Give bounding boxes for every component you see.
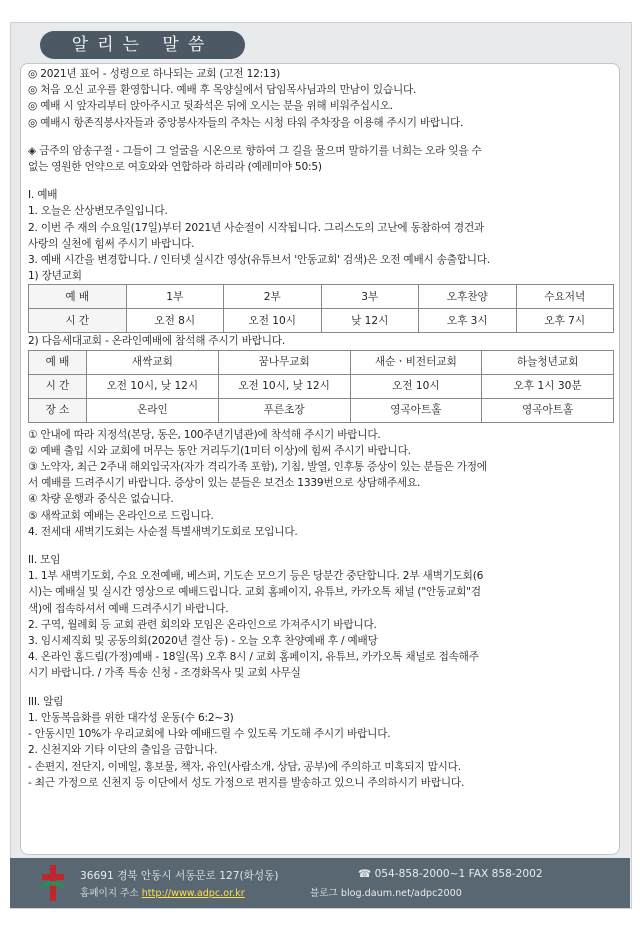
table-cell: 낮 12시: [321, 309, 419, 333]
table-row: [29, 398, 614, 422]
meeting-item: 시기 바랍니다. / 가족 특송 신청 - 조경화목사 및 교회 사무실: [28, 667, 301, 680]
meeting-item: 4. 온라인 홈드림(가정)예배 - 18일(목) 오후 8시 / 교회 홈페이지, 유튜브, 카카오톡 채널로 접속해주: [28, 651, 479, 664]
table-cell: 꿈나무교회: [218, 350, 350, 374]
table-cell: 푸른초장: [218, 398, 350, 422]
meeting-item: 시)는 예배실 및 실시간 영상으로 예배드립니다. 교회 홈페이지, 유튜브, 카카오톡 채널 ("안동교회"검: [28, 586, 481, 599]
footer-blog: [310, 885, 462, 899]
notice-item: ⑤ 새싹교회 예배는 온라인으로 드립니다.: [28, 509, 214, 522]
verse-line: 없는 영원한 언약으로 여호와와 연합하라 하리라 (예레미야 50:5): [28, 161, 322, 174]
homepage-label: 홈페이지 주소: [80, 888, 139, 899]
table-cell: 예 배: [29, 285, 127, 309]
table-cell: 오전 10시: [350, 374, 482, 398]
notice-item: - 최근 가정으로 신천지 등 이단에서 성도 가정으로 편지를 발송하고 있으니 주의하시기 바랍니다.: [28, 776, 465, 789]
table-row: [29, 350, 614, 374]
table-cell: 예 배: [29, 350, 87, 374]
worship-item: 1) 장년교회: [28, 270, 82, 283]
section-heading-meeting: II. 모임: [28, 554, 61, 567]
section-heading-worship: I. 예배: [28, 189, 58, 202]
notice-item: ④ 차량 운행과 중식은 없습니다.: [28, 493, 174, 506]
worship-item: 2) 다음세대교회 - 온라인예배에 참석해 주시기 바랍니다.: [28, 335, 286, 348]
table-cell: 영곡아트홀: [482, 398, 614, 422]
table-cell: 새순ㆍ비전터교회: [350, 350, 482, 374]
adult-worship-table: [28, 284, 614, 333]
worship-item: 1. 오늘은 산상변모주일입니다.: [28, 205, 168, 218]
notice-item: 서 예배를 드려주시기 바랍니다. 증상이 있는 분들은 보건소 1339번으로 상담해주세요.: [28, 477, 421, 490]
table-cell: 오후 1시 30분: [482, 374, 614, 398]
intro-line: ◎ 예배 시 앞자리부터 앉아주시고 뒷좌석은 뒤에 오시는 분을 위해 비워주십시오.: [28, 100, 393, 113]
notice-item: - 안동시민 10%가 우리교회에 나와 예배드릴 수 있도록 기도해 주시기 바랍니다.: [28, 728, 391, 741]
intro-line: ◎ 2021년 표어 - 성령으로 하나되는 교회 (고전 12:13): [28, 68, 281, 80]
table-cell: 장 소: [29, 398, 87, 422]
notice-item: 1. 안동복음화를 위한 대각성 운동(수 6:2~3): [28, 711, 234, 724]
table-cell: 오후 3시: [419, 309, 517, 333]
meeting-item: 3. 임시제직회 및 공동의회(2020년 결산 등) - 오늘 오후 찬양예배 후 / 예배당: [28, 635, 378, 648]
notice-item: ② 예배 출입 시와 교회에 머무는 동안 거리두기(1미터 이상)에 힘써 주시기 바랍니다.: [28, 444, 411, 457]
table-cell: 2부: [224, 285, 322, 309]
announcement-panel: [20, 63, 620, 855]
blog-link[interactable]: blog.daum.net/adpc2000: [340, 888, 462, 899]
worship-item: 3. 예배 시간을 변경합니다. / 인터넷 실시간 영상(유튜브서 '안동교회' 검색)은 오전 예배시 송출합니다.: [28, 254, 491, 267]
table-cell: 3부: [321, 285, 419, 309]
church-cross-logo-icon: [38, 863, 68, 903]
blog-label: 블로그: [310, 888, 338, 899]
table-cell: 오전 8시: [126, 309, 224, 333]
meeting-item: 2. 구역, 월례회 등 교회 관련 회의와 모임은 온라인으로 가져주시기 바랍니다.: [28, 618, 377, 631]
table-cell: 새싹교회: [87, 350, 219, 374]
table-cell: 오전 10시, 낮 12시: [218, 374, 350, 398]
table-cell: 오전 10시, 낮 12시: [87, 374, 219, 398]
table-cell: 수요저녁: [516, 285, 614, 309]
table-cell: 시 간: [29, 374, 87, 398]
footer-address: 36691 경북 안동시 서동문로 127(화성동): [80, 870, 279, 882]
table-cell: 오후찬양: [419, 285, 517, 309]
meeting-item: 1. 1부 새벽기도회, 수요 오전예배, 베스퍼, 기도손 모으기 등은 당분간 중단합니다. 2부 새벽기도회(6: [28, 570, 484, 583]
table-row: [29, 285, 614, 309]
footer: [10, 858, 630, 908]
worship-item: 사랑의 실천에 힘써 주시기 바랍니다.: [28, 237, 195, 250]
table-cell: 하늘청년교회: [482, 350, 614, 374]
verse-line: ◈ 금주의 암송구절 - 그들이 그 얼굴을 시온으로 향하여 그 길을 물으며 말하기를 너희는 오라 잊을 수: [28, 144, 482, 157]
intro-line: ◎ 예배시 항존직봉사자들과 중앙봉사자들의 주차는 시청 타워 주차장을 이용해 주시기 바랍니다.: [28, 116, 464, 129]
table-row: [29, 309, 614, 333]
meeting-item: 색)에 접속하셔서 예배 드려주시기 바랍니다.: [28, 602, 229, 615]
notice-item: ③ 노약자, 최근 2주내 해외입국자(자가 격리가족 포함), 기침, 발열, 인후통 증상이 있는 분들은 가정에: [28, 461, 487, 474]
worship-item: 2. 이번 주 재의 수요일(17일)부터 2021년 사순절이 시작됩니다. 그리스도의 고난에 동참하여 경건과: [28, 221, 485, 234]
table-cell: 오후 7시: [516, 309, 614, 333]
footer-phone: ☎ 054-858-2000~1 FAX 858-2002: [358, 868, 543, 880]
intro-line: ◎ 처음 오신 교우를 환영합니다. 예배 후 목양실에서 담임목사님과의 만남이 있습니다.: [28, 84, 417, 97]
notice-item: ① 안내에 따라 지정석(본당, 동은, 100주년기념관)에 착석해 주시기 바랍니다.: [28, 428, 381, 441]
table-cell: 시 간: [29, 309, 127, 333]
section-heading-notice: III. 알림: [28, 695, 64, 708]
notice-item: - 손편지, 전단지, 이메일, 홍보물, 책자, 유인(사람소개, 상담, 공부)에 주의하고 미혹되지 맙시다.: [28, 760, 461, 773]
notice-item: 2. 신천지와 기타 이단의 출입을 금합니다.: [28, 744, 218, 757]
table-row: [29, 374, 614, 398]
table-cell: 영곡아트홀: [350, 398, 482, 422]
homepage-link[interactable]: http://www.adpc.or.kr: [141, 888, 245, 899]
page-title: 알리는 말씀: [40, 31, 245, 59]
table-cell: 온라인: [87, 398, 219, 422]
table-cell: 오전 10시: [224, 309, 322, 333]
next-gen-table: [28, 350, 614, 423]
notice-item: 4. 전세대 새벽기도회는 사순절 특별새벽기도회로 모입니다.: [28, 525, 298, 538]
table-cell: 1부: [126, 285, 224, 309]
footer-homepage: [80, 885, 245, 899]
